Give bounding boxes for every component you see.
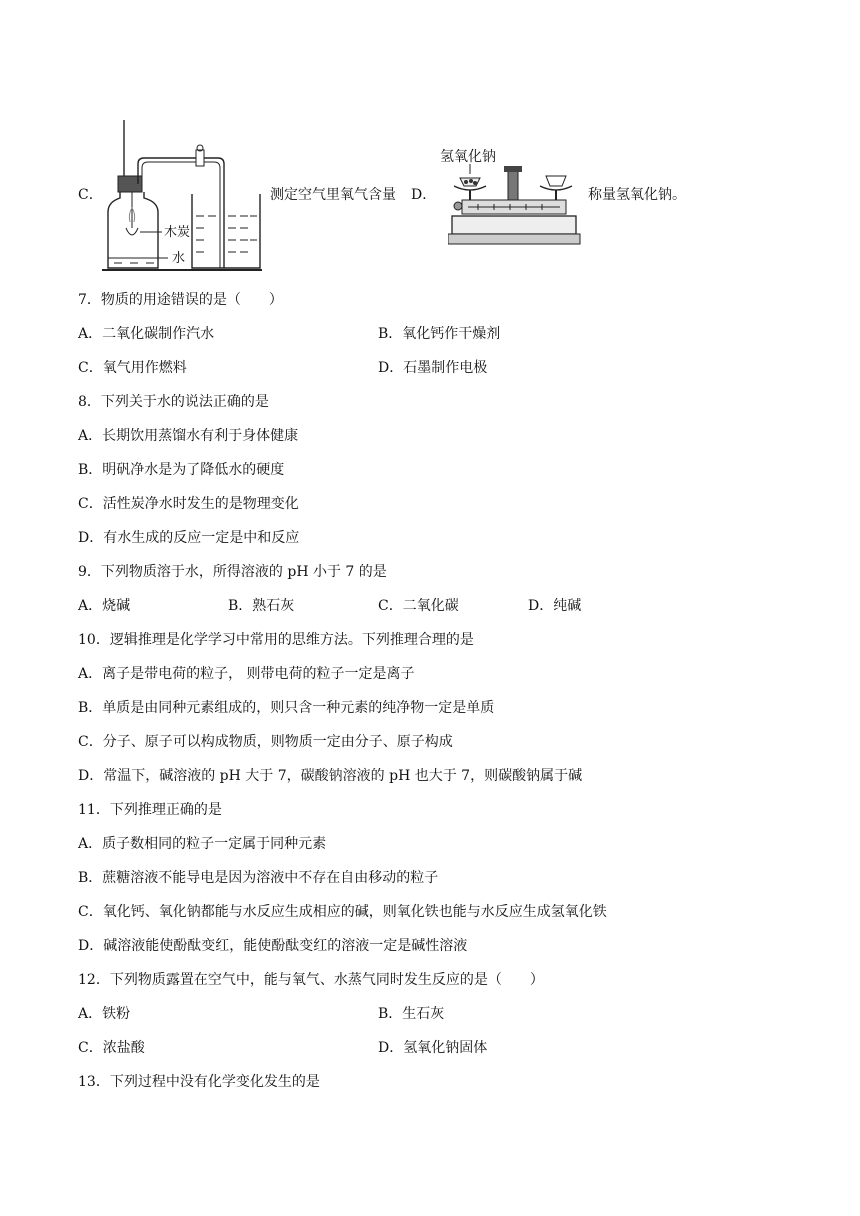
question-7-option-a: A．二氧化碳制作汽水: [78, 326, 215, 342]
question-10-option-c: C．分子、原子可以构成物质，则物质一定由分子、原子构成: [78, 734, 453, 750]
question-10-option-b: B．单质是由同种元素组成的，则只含一种元素的纯净物一定是单质: [78, 700, 495, 716]
charcoal-label: 木炭: [164, 225, 191, 240]
question-10-option-a: A．离子是带电荷的粒子， 则带电荷的粒子一定是离子: [78, 666, 415, 682]
question-8-option-b: B．明矾净水是为了降低水的硬度: [78, 462, 285, 478]
question-8-option-d: D．有水生成的反应一定是中和反应: [78, 530, 300, 546]
water-label: 水: [172, 251, 186, 266]
option-c-letter: C．: [78, 187, 103, 203]
question-9-option-d: D．纯碱: [528, 598, 582, 614]
question-8-option-c: C．活性炭净水时发生的是物理变化: [78, 496, 299, 512]
question-10-option-d: D．常温下，碱溶液的 pH 大于 7，碳酸钠溶液的 pH 也大于 7，则碳酸钠属于碱: [78, 768, 583, 784]
question-9-option-c: C．二氧化碳: [378, 598, 459, 614]
question-12-option-d: D．氢氧化钠固体: [378, 1040, 488, 1056]
question-11-option-d: D．碱溶液能使酚酞变红，能使酚酞变红的溶液一定是碱性溶液: [78, 938, 468, 954]
question-11-stem: 11．下列推理正确的是: [78, 802, 222, 818]
question-9-stem: 9．下列物质溶于水，所得溶液的 pH 小于 7 的是: [78, 564, 387, 580]
question-8-stem: 8．下列关于水的说法正确的是: [78, 394, 269, 410]
question-7-option-c: C．氧气用作燃料: [78, 360, 187, 376]
question-12-option-c: C．浓盐酸: [78, 1040, 145, 1056]
question-12-stem: 12．下列物质露置在空气中，能与氧气、水蒸气同时发生反应的是（ ）: [78, 972, 544, 988]
question-10-stem: 10．逻辑推理是化学学习中常用的思维方法。下列推理合理的是: [78, 632, 474, 648]
question-9-option-a: A．烧碱: [78, 598, 131, 614]
balance-scale-figure: [448, 164, 584, 248]
question-13-stem: 13．下列过程中没有化学变化发生的是: [78, 1074, 320, 1090]
question-11-option-c: C．氧化钙、氧化钠都能与水反应生成相应的碱，则氧化铁也能与水反应生成氢氧化铁: [78, 904, 607, 920]
question-7-option-d: D．石墨制作电极: [378, 360, 488, 376]
option-c-caption: 测定空气里氧气含量: [270, 187, 396, 203]
question-11-option-a: A．质子数相同的粒子一定属于同种元素: [78, 836, 327, 852]
question-7-stem: 7．物质的用途错误的是（ ）: [78, 292, 283, 308]
question-11-option-b: B．蔗糖溶液不能导电是因为溶液中不存在自由移动的粒子: [78, 870, 439, 886]
option-d-letter: D．: [411, 187, 437, 203]
option-d-caption: 称量氢氧化钠。: [588, 187, 686, 203]
question-7-option-b: B．氧化钙作干燥剂: [378, 326, 501, 342]
question-12-option-a: A．铁粉: [78, 1006, 131, 1022]
sodium-hydroxide-label: 氢氧化钠: [440, 149, 496, 165]
question-12-option-b: B．生石灰: [378, 1006, 445, 1022]
question-9-option-b: B．熟石灰: [228, 598, 295, 614]
question-8-option-a: A．长期饮用蒸馏水有利于身体健康: [78, 428, 299, 444]
